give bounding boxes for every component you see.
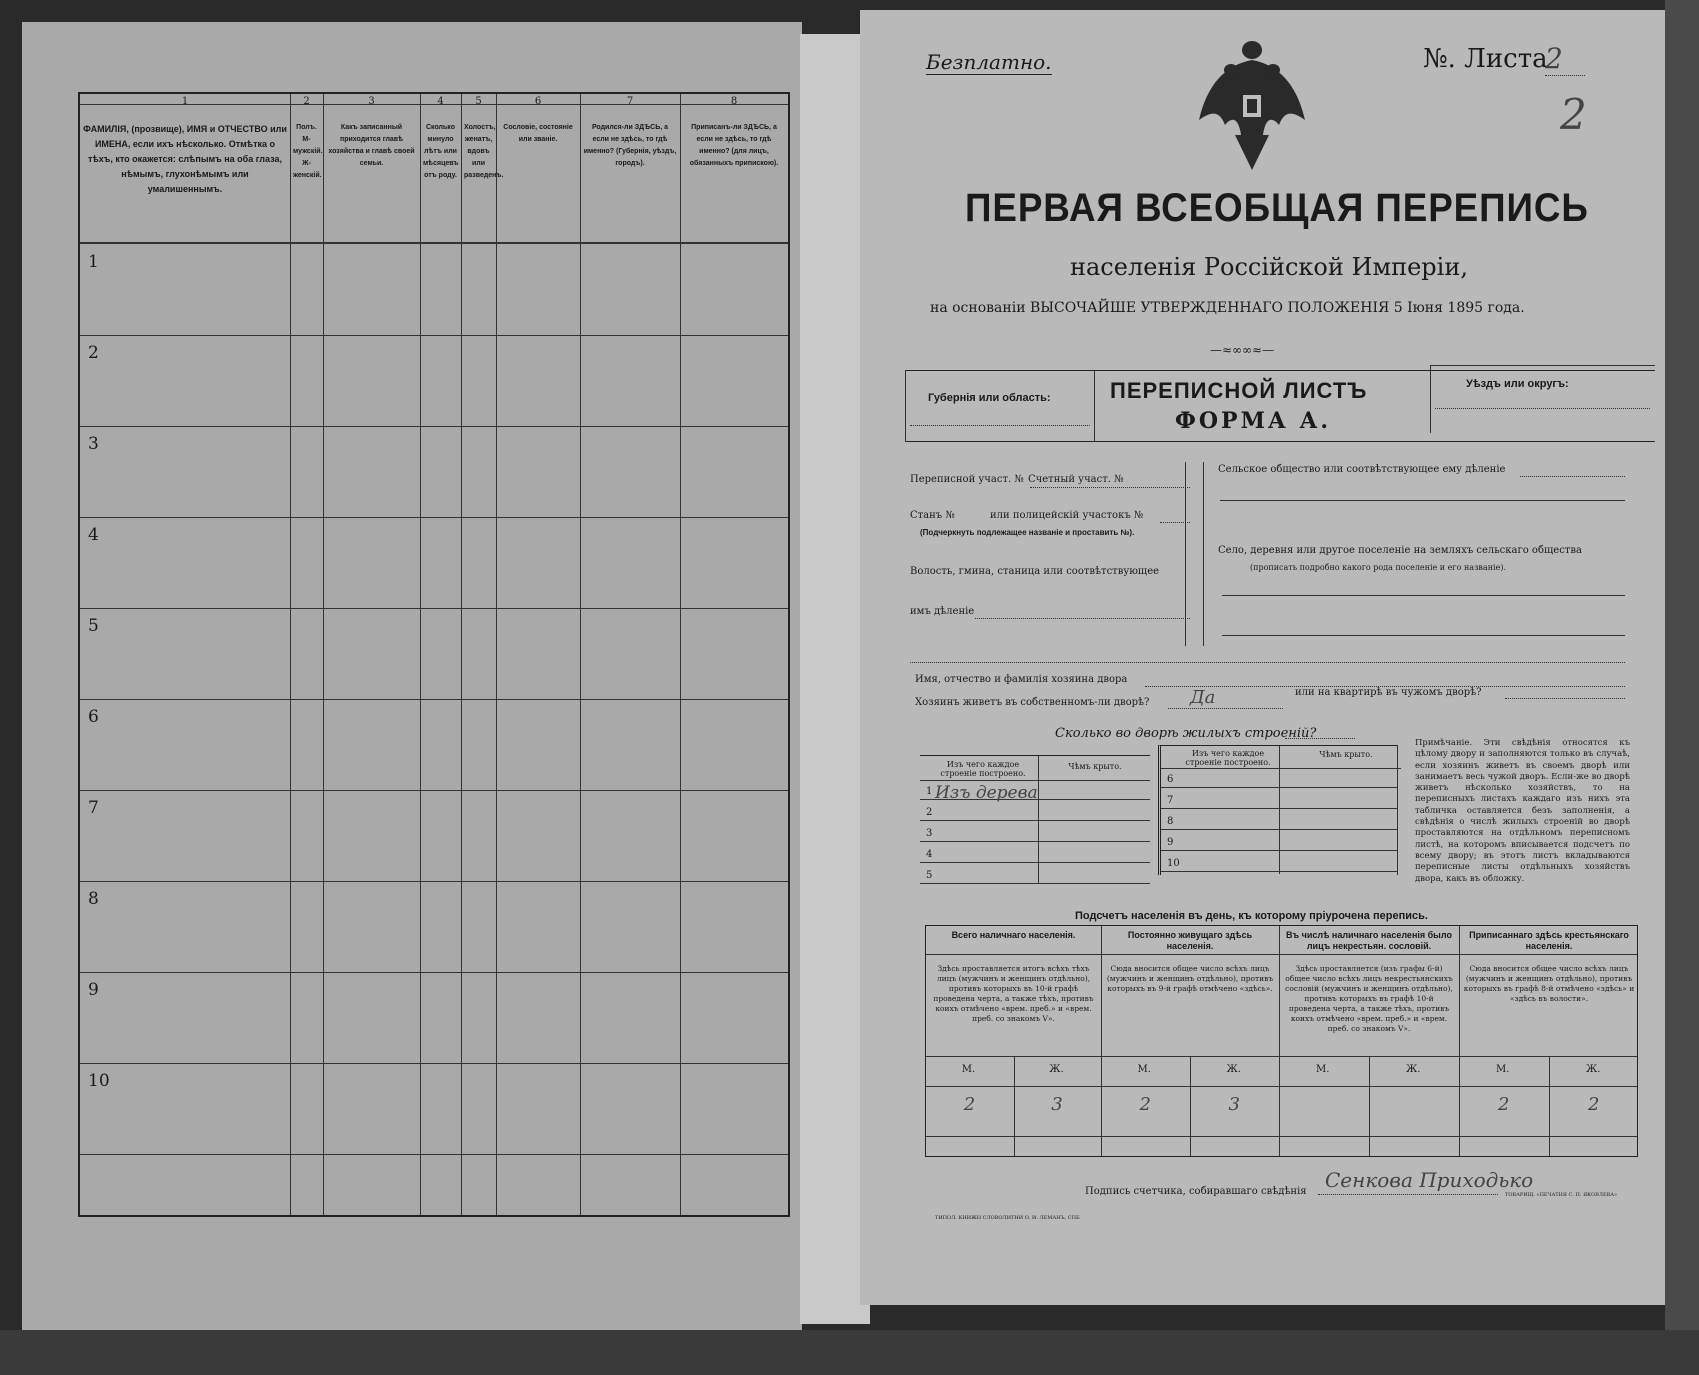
bldg-right-edge xyxy=(1397,745,1398,875)
bottom-shadow xyxy=(0,1330,1699,1375)
bldg-row-number: 10 xyxy=(1167,858,1180,869)
female-label: Ж. xyxy=(1406,1064,1421,1075)
bldg-head-line-right xyxy=(1161,768,1401,769)
column-divider xyxy=(290,94,291,1215)
male-count: 2 xyxy=(963,1094,976,1115)
village-line-1 xyxy=(1222,595,1625,596)
signature-label: Подпись счетчика, собиравшаго свѣдѣнія xyxy=(1085,1186,1307,1197)
count-mf-divider xyxy=(1014,1056,1015,1156)
section-label: Переписной участ. № xyxy=(910,474,1024,485)
row-divider xyxy=(80,699,788,700)
bldg-row-line xyxy=(1161,871,1398,872)
column-divider xyxy=(461,94,462,1215)
row-divider xyxy=(80,517,788,518)
frame-divider-1 xyxy=(1094,370,1095,442)
free-label: Безплатно. xyxy=(926,50,1052,74)
village-label: Село, деревня или другое поселеніе на земляхъ сельскаго общества xyxy=(1218,545,1582,556)
row-number: 8 xyxy=(88,889,99,909)
bldg-row-line xyxy=(1161,850,1398,851)
bldg-row-number: 5 xyxy=(926,870,933,881)
village-line-2 xyxy=(1222,635,1625,636)
female-count: 3 xyxy=(1051,1094,1063,1115)
frame-top-right xyxy=(1430,365,1655,366)
column-number: 5 xyxy=(475,96,482,107)
count-mf-divider xyxy=(1549,1056,1550,1156)
row-divider xyxy=(80,972,788,973)
column-number: 8 xyxy=(730,96,738,107)
underline-note: (Подчеркнуть подлежащее названіе и проставить №). xyxy=(920,528,1135,537)
male-label: М. xyxy=(1316,1064,1330,1075)
count-row-line xyxy=(926,1056,1637,1057)
bldg-head-line xyxy=(920,780,1150,781)
column-divider xyxy=(680,94,681,1215)
buildings-question: Сколько во дворѣ жилыхъ строеній? xyxy=(1055,726,1317,741)
count-section-label: Счетный участ. № xyxy=(1028,474,1124,485)
count-title: Подсчетъ населенія въ день, къ которому пріурочена перепись. xyxy=(1075,910,1428,922)
owner-label: Имя, отчество и фамилія хозяина двора xyxy=(915,674,1128,685)
row-divider xyxy=(80,881,788,882)
subtitle: населенія Россійской Имперіи, xyxy=(1070,253,1468,281)
count-col-divider xyxy=(1279,926,1280,1156)
stan-label: Станъ № xyxy=(910,510,955,521)
count-col-divider xyxy=(1101,926,1102,1156)
signature-field[interactable] xyxy=(1318,1194,1498,1195)
count-col-head: Въ числѣ наличнаго населенія было лицъ некрестьян. сословій. xyxy=(1286,930,1452,951)
sheet-number-corner: 2 xyxy=(1560,90,1587,139)
bldg-row-line xyxy=(920,841,1150,842)
owner-lives-field[interactable] xyxy=(1168,708,1283,709)
column-divider xyxy=(420,94,421,1215)
volost-label: Волость, гмина, станица или соотвѣтствующее xyxy=(910,566,1160,577)
male-label: М. xyxy=(1137,1064,1151,1075)
count-col-divider xyxy=(1459,926,1460,1156)
census-table xyxy=(78,92,790,1217)
rural-line xyxy=(1220,500,1625,501)
column-header: Родился-ли ЗДѢСЬ, а если не здѣсь, то гдѣ именно? (Губернія, уѣздъ, городъ). xyxy=(583,124,677,167)
bldg-col2-head: Чѣмъ крыто. xyxy=(1068,762,1122,771)
count-row-line xyxy=(926,1086,1637,1087)
book-edge xyxy=(1665,0,1699,1375)
column-divider xyxy=(323,94,324,1215)
row-divider xyxy=(80,1154,788,1155)
male-count: 2 xyxy=(1139,1094,1151,1115)
signature: Сенкова Приходько xyxy=(1325,1168,1534,1192)
count-mf-divider xyxy=(1190,1056,1191,1156)
district-field[interactable] xyxy=(1435,408,1650,409)
row-divider xyxy=(80,790,788,791)
location-divider-2 xyxy=(1185,462,1186,646)
column-number: 2 xyxy=(303,96,310,107)
owner-lives-answer: Да xyxy=(1190,687,1216,708)
main-title: ПЕРВАЯ ВСЕОБЩАЯ ПЕРЕПИСЬ xyxy=(965,186,1589,230)
column-header: Какъ записанный приходится главѣ хозяйства и главѣ своей семьи. xyxy=(328,124,415,167)
column-number: 6 xyxy=(534,96,542,107)
male-label: М. xyxy=(1496,1064,1510,1075)
column-header: ФАМИЛІЯ, (прозвище), ИМЯ и ОТЧЕСТВО или ИМЕНА, если ихъ нѣсколько. Отмѣтка о тѣхъ, кто окажется: слѣпымъ на оба глаза, нѣмымъ, глухонѣмымъ или умалишеннымъ. xyxy=(83,124,287,194)
print-left: ТИПОЛ. КНИЖН СЛОВОЛИТНИ О. И. ЛЕМАНЪ, СПБ xyxy=(935,1215,1080,1221)
bldg-row-number: 3 xyxy=(926,828,933,839)
volost-field[interactable] xyxy=(975,618,1190,619)
section-field[interactable] xyxy=(1030,487,1190,488)
row-divider xyxy=(80,1063,788,1064)
ornament: —≈∞∞≈— xyxy=(1210,343,1275,357)
row-divider xyxy=(80,335,788,336)
count-col-desc: Здѣсь проставляется (изъ графы 6-й) общее число всѣхъ лицъ некрестьянскихъ сословій (мужчинъ и женщинъ отдѣльно), противъ которыхъ въ графѣ 10-й проведена черта, а также тѣхъ, противъ коихъ отмѣчено «врем. преб.» и «врем. преб. со знакомъ V». xyxy=(1285,964,1453,1033)
frame-divider-2 xyxy=(1430,365,1431,433)
form-sub: ФОРМА А. xyxy=(1175,408,1332,434)
count-col-head: Всего наличнаго населенія. xyxy=(951,930,1076,940)
bldg-row-number: 6 xyxy=(1167,774,1174,785)
bldg-row-number: 2 xyxy=(926,807,933,818)
bldg-row-line xyxy=(1161,808,1398,809)
population-count-table xyxy=(925,925,1638,1157)
bldg-row-line xyxy=(1161,787,1398,788)
rural-field[interactable] xyxy=(1520,476,1625,477)
owner-lives-label: Хозяинъ живетъ въ собственномъ-ли дворѣ? xyxy=(915,697,1150,708)
female-count: 2 xyxy=(1588,1094,1600,1115)
count-row-line xyxy=(926,1136,1637,1137)
female-label: Ж. xyxy=(1586,1064,1601,1075)
print-right: ТОВАРИЩ. «ПЕЧАТНЯ С. П. ЯКОВЛЕВА» xyxy=(1505,1192,1618,1198)
column-divider xyxy=(580,94,581,1215)
location-divider xyxy=(1203,462,1204,646)
buildings-table-right xyxy=(1158,745,1398,875)
bldg-entry: Изъ дерева xyxy=(935,783,1038,803)
form-title: ПЕРЕПИСНОЙ ЛИСТЪ xyxy=(1110,378,1368,403)
column-number: 7 xyxy=(626,96,634,107)
district-label: Уѣздъ или округъ: xyxy=(1466,378,1569,390)
row-number: 4 xyxy=(88,525,99,545)
male-count: 2 xyxy=(1498,1094,1510,1115)
row-number: 10 xyxy=(88,1071,110,1091)
buildings-table-left xyxy=(920,755,1150,885)
section-divider xyxy=(910,662,1625,663)
bldg-row-line xyxy=(920,883,1150,884)
row-number: 1 xyxy=(88,252,99,272)
row-number: 3 xyxy=(88,434,99,454)
bldg-row-number: 7 xyxy=(1167,795,1174,806)
column-header: Приписанъ-ли ЗДѢСЬ, а если не здѣсь, то гдѣ именно? (для лицъ, обязанныхъ припискою). xyxy=(689,124,779,167)
frame-left xyxy=(905,370,906,442)
female-label: Ж. xyxy=(1226,1064,1241,1075)
header-divider xyxy=(80,242,788,244)
bldg-row-number: 4 xyxy=(926,849,933,860)
bldg-row-number: 9 xyxy=(1167,837,1174,848)
row-number: 7 xyxy=(88,798,99,818)
buildings-field[interactable] xyxy=(1285,738,1355,739)
female-label: Ж. xyxy=(1049,1064,1064,1075)
count-col-desc: Здѣсь проставляется итогъ всѣхъ тѣхъ лицъ (мужчинъ и женщинъ отдѣльно), противъ которыхъ въ 10-й графѣ проведена черта, а также тѣхъ, противъ коихъ отмѣчено «врем. преб.» и «врем. преб. со знакомъ V». xyxy=(933,964,1094,1023)
row-divider xyxy=(80,608,788,609)
column-number: 4 xyxy=(437,96,444,107)
bldg-row-line xyxy=(920,820,1150,821)
row-number: 5 xyxy=(88,616,99,636)
volost-label-2: имъ дѣленіе xyxy=(910,606,975,617)
female-count: 3 xyxy=(1228,1094,1240,1115)
bldg-col1-head: Изъ чего каждое строеніе построено. xyxy=(940,760,1026,778)
bldg-row-line xyxy=(920,862,1150,863)
province-field[interactable] xyxy=(910,425,1090,426)
village-note: (прописать подробно какого рода поселеніе и его названіе). xyxy=(1250,563,1506,572)
row-number: 6 xyxy=(88,707,99,727)
row-divider xyxy=(80,426,788,427)
bldg-row-number: 8 xyxy=(1167,816,1174,827)
apartment-field[interactable] xyxy=(1505,698,1625,699)
bldg-col-divider-right xyxy=(1279,746,1280,874)
imperial-eagle-icon xyxy=(1195,40,1310,175)
note-text: Примѣчаніе. Эти свѣдѣнія относятся къ цѣлому двору и заполняются только въ случаѣ, если хозяинъ живетъ въ своемъ дворѣ или занимаетъ весь чужой дворъ. Если-же во дворѣ живетъ нѣсколько хозяйствъ, то на переписныхъ листахъ каждаго изъ нихъ эта табличка оставляется безъ заполненія, а свѣдѣнія о числѣ жилыхъ строеній во дворѣ проставляются на отдѣльномъ переписномъ листѣ, на которомъ вписывается подсчетъ по всему двору; въ этотъ листъ вкладываются переписные листы отдѣльныхъ хозяйствъ двора, какъ въ обложку. xyxy=(1415,738,1630,884)
apartment-label: или на квартирѣ въ чужомъ дворѣ? xyxy=(1295,687,1482,698)
column-divider xyxy=(496,94,497,1215)
male-label: М. xyxy=(961,1064,976,1075)
bldg-row-line xyxy=(1161,829,1398,830)
column-number: 3 xyxy=(368,96,375,107)
count-col-head: Приписаннаго здѣсь крестьянскаго населенія. xyxy=(1469,930,1629,951)
basis-line: на основаніи ВЫСОЧАЙШЕ УТВЕРЖДЕННАГО ПОЛОЖЕНІЯ 5 Іюня 1895 года. xyxy=(930,300,1525,316)
column-header: Полъ. М-мужскій. Ж-женскій. xyxy=(293,124,323,179)
row-number: 2 xyxy=(88,343,99,363)
column-number: 1 xyxy=(181,96,189,107)
bldg-col2-head-right: Чѣмъ крыто. xyxy=(1319,750,1373,759)
count-col-desc: Сюда вносится общее число всѣхъ лицъ (мужчинъ и женщинъ отдѣльно), противъ которыхъ въ 9-й графѣ отмѣчено «здѣсь». xyxy=(1106,964,1274,993)
police-label: или полицейскій участокъ № xyxy=(990,510,1144,521)
sheet-number: 2 xyxy=(1545,42,1585,76)
column-header: Сословіе, состояніе или званіе. xyxy=(503,124,573,143)
province-label: Губернія или область: xyxy=(928,392,1051,404)
sheet-label: №. Листа xyxy=(1423,44,1548,74)
bldg-col1-head-right: Изъ чего каждое строеніе построено. xyxy=(1185,749,1271,767)
column-header: Сколько минуло лѣтъ или мѣсяцевъ отъ роду. xyxy=(423,124,459,179)
count-mf-divider xyxy=(1369,1056,1370,1156)
bldg-row-number: 1 xyxy=(926,786,933,797)
rural-label: Сельское общество или соотвѣтствующее ему дѣленіе xyxy=(1218,464,1506,475)
column-header: Холостъ, женатъ, вдовъ или разведенъ. xyxy=(464,124,504,179)
row-number: 9 xyxy=(88,980,99,1000)
count-col-desc: Сюда вносится общее число всѣхъ лицъ (мужчинъ и женщинъ отдѣльно), противъ которыхъ въ графѣ 8-й отмѣчено «здѣсь» и «здѣсь въ волости». xyxy=(1463,964,1635,1003)
count-head-line xyxy=(926,954,1637,955)
count-col-head: Постоянно живущаго здѣсь населенія. xyxy=(1127,930,1253,951)
